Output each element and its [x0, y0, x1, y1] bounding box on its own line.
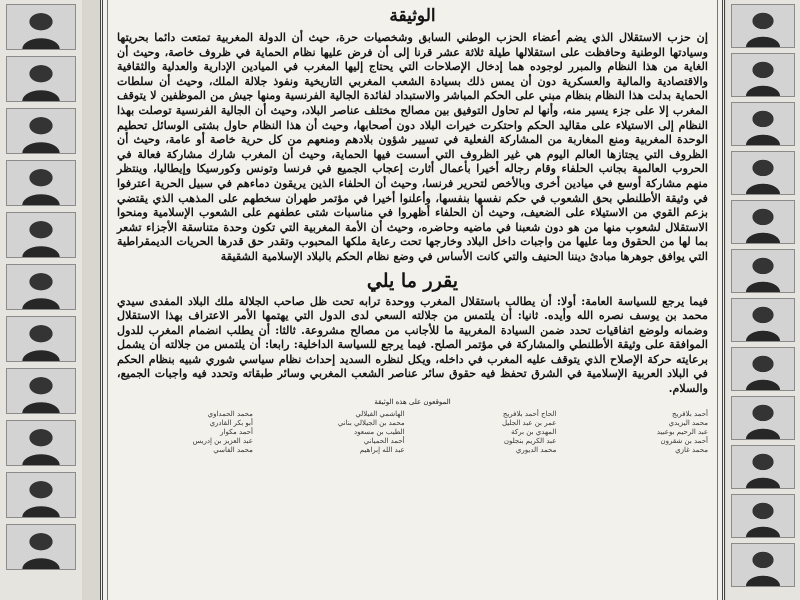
portrait-photo — [6, 368, 76, 414]
signatory-name: محمد الفاسي — [213, 445, 253, 454]
demand-item: ثانيا: أن يلتمس من جلالته السعي لدى الدول التي يهتمها الأمر الاعتراف بهذا الاستقلال وضمانه ولوضع اتفاقيات تحدد ضمن السيادة المغربية ما للأجانب من مصالح مشروعة. — [117, 308, 708, 337]
portrait-photo — [6, 472, 76, 518]
signatory-column — [269, 410, 405, 455]
signatory-name: محمد غازي — [675, 445, 708, 454]
portrait-photo — [731, 102, 795, 146]
portrait-photo — [731, 200, 795, 244]
manifesto-document — [100, 0, 725, 600]
portrait-photo — [6, 420, 76, 466]
demand-item: أولا: أن يطالب باستقلال المغرب ووحدة ترابه تحت ظل صاحب الجلالة ملك البلاد المفدى سيدي محمد بن يوسف نصره الله وأيده. — [117, 293, 708, 323]
signatory-name: محمد الحمداوي — [207, 409, 253, 418]
signatory-name: عبد العزيز بن إدريس — [192, 436, 253, 445]
signatory-name: الحاج أحمد بلافريج — [502, 409, 557, 418]
portrait-photo — [6, 160, 76, 206]
signatories-title: الموقعون على هذه الوثيقة — [374, 397, 451, 406]
signatory-name: عمر بن عبد الجليل — [501, 418, 557, 427]
signatories-list — [117, 410, 708, 455]
portrait-photo — [731, 151, 795, 195]
signatory-name: عبد الله إبراهيم — [359, 445, 405, 454]
signatory-column — [117, 410, 253, 455]
portrait-photo — [731, 4, 795, 48]
signatory-name: محمد الديوري — [515, 445, 557, 454]
portrait-photo — [731, 494, 795, 538]
signatory-name: أبو بكر القادري — [209, 418, 253, 427]
demands-domestic-title: فيما يرجع للسياسة العامة: — [575, 293, 708, 308]
portrait-photo — [6, 4, 76, 50]
demands-block — [117, 294, 708, 396]
portrait-photo — [6, 212, 76, 258]
portrait-photo — [6, 316, 76, 362]
signatory-name: عبد الرحيم بوعبيد — [656, 427, 708, 436]
signatory-column — [572, 410, 708, 455]
portrait-photo — [6, 56, 76, 102]
portrait-photo — [731, 445, 795, 489]
signatory-name: أحمد بلافريج — [671, 409, 708, 418]
signatory-name: محمد اليزيدي — [668, 418, 708, 427]
demand-item: رابعا: أن يلتمس من جلالته أن يشمل برعايته حركة الإصلاح الذي يتوقف عليه المغرب في داخله، ويكل لنظره السديد إحداث نظام سياسي شوري شبيه بنظام الحكم في البلاد العربية الإسلامية في الشرق تحفظ فيه حقوق سائر عناصر الشعب المغربي وسائر طبقاته وتحدد فيه واجبات الجميع، والسلام. — [117, 337, 708, 396]
portrait-photo — [731, 347, 795, 391]
portrait-photo — [731, 543, 795, 587]
portrait-photo — [731, 298, 795, 342]
demands-internal-title: فيما يرجع للسياسة الداخلية: — [289, 337, 427, 352]
document-preamble: إن حزب الاستقلال الذي يضم أعضاء الحزب الوطني السابق وشخصيات حرة، حيث أن الدولة المغربية تمتعت دائما بحريتها وسيادتها الوطنية وحافظت على استقلالها طيلة ثلاثة عشر قرنا إلى أن فرض عليها نظام الحماية في ظروف خاصة، وحيث أن الغاية من هذا النظام والمبرر لوجوده هما إدخال الإصلاحات التي يحتاج إليها المغرب في الميادين الإدارية والعدلية والثقافية والاقتصادية والمالية والعسكرية دون أن يمس ذلك بسيادة الشعب المغربي التاريخية ونفوذ جلالة الملك، وحيث أن سلطات الحماية بدلت هذا النظام بنظام مبني على الحكم المباشر والاستبداد لفائدة الجالية الفرنسية ومنها جيش من الموظفين لا يتوقف المغرب إلا على جزء يسير منه، وأنها لم تحاول التوفيق بين مصالح مختلف عناصر البلاد، وحيث أن الجالية الفرنسية توصلت بهذا النظام إلى الاستيلاء على مقاليد الحكم واحتكرت خيرات البلاد دون أصحابها، وحيث أن هذا النظام حاول بشتى الوسائل تحطيم الوحدة المغربية ومنع المغاربة من المشاركة الفعلية في تسيير شؤون بلادهم ومنعهم من كل حرية خاصة أو عامة، وحيث أن الظروف التي يجتازها العالم اليوم هي غير الظروف التي أسست فيها الحماية، وحيث أن المغرب شارك مشاركة فعالة في الحروب العالمية بجانب الحلفاء وقام رجاله أخيرا بأعمال أثارت إعجاب الجميع في فرنسا وتونس وكورسيكا وإيطاليا، وينتظر منهم مشاركة أوسع في ميادين أخرى وبالأخص لتحرير فرنسا، وحيث أن الحلفاء الذين يريقون دماءهم في سبيل الحرية اعترفوا في وثيقة الأطلنطي بحق الشعوب في حكم نفسها بنفسها، وأعلنوا أخيرا في مؤتمر طهران سخطهم على المذهب الذي يقتضي بزعم القوي من الاستيلاء على الضعيف، وحيث أن الحلفاء أظهروا في مناسبات شتى عطفهم على الشعوب الإسلامية ومنحوا الاستقلال لشعوب منها من هو دون شعبنا في ماضيه وحاضره، وحيث أن الأمة المغربية التي تكون وحدة متناسقة الأجزاء تشعر بما لها من الحقوق وما عليها من واجبات داخل البلاد وخارجها تحت رعاية ملكها المحبوب وتقدر حق قدرها الحريات الديمقراطية التي يوافق جوهرها مبادئ ديننا الحنيف والتي كانت الأساس في وضع نظام الحكم بالبلاد الإسلامية الشقيقة — [117, 30, 708, 263]
signatory-name: محمد بن الجيلالي بناني — [337, 418, 405, 427]
signatory-name: أحمد الحمياني — [363, 436, 405, 445]
portrait-strip-left — [0, 0, 82, 600]
portrait-photo — [6, 264, 76, 310]
demand-item: ثالثا: أن يطلب انضمام المغرب للدول الموافقة على وثيقة الأطلنطي والمشاركة في مؤتمر الصلح. — [117, 322, 708, 352]
signatory-name: عبد الكريم بنجلون — [503, 436, 557, 445]
portrait-photo — [6, 524, 76, 570]
signatory-name: الهاشمي الفيلالي — [355, 409, 405, 418]
portrait-photo — [6, 108, 76, 154]
signatory-name: أحمد بن شقرون — [660, 436, 708, 445]
portrait-strip-right — [726, 0, 800, 600]
signatory-name: أحمد مكوار — [220, 427, 253, 436]
signatory-name: المهدي بن بركة — [511, 427, 557, 436]
portrait-photo — [731, 396, 795, 440]
signatory-column — [420, 410, 556, 455]
document-heading: الوثيقة — [389, 6, 436, 26]
portrait-photo — [731, 53, 795, 97]
document-subheading: يقرر ما يلي — [366, 269, 459, 292]
portrait-photo — [731, 249, 795, 293]
signatory-name: الطيب بن مسعود — [353, 427, 405, 436]
